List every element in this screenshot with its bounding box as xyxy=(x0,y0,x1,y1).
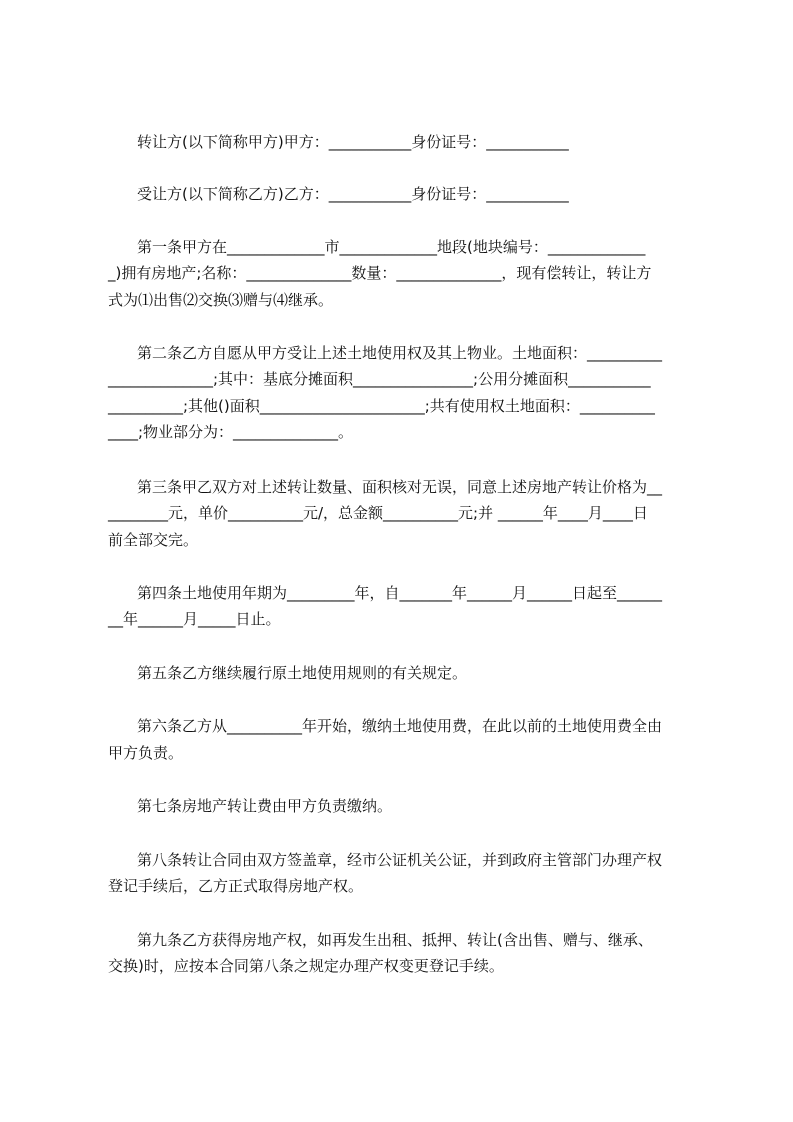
transferee-line: 受让方(以下简称乙方)乙方：___________身份证号：___________ xyxy=(137,185,569,203)
article-6-line-1: 第六条乙方从__________年开始，缴纳土地使用费，在此以前的土地使用费全由 xyxy=(137,717,663,735)
article-3-line-2: ________元，单价__________元/，总金额__________元;并 ______年____月____日 xyxy=(108,504,648,522)
article-3-line-3: 前全部交完。 xyxy=(108,531,199,549)
article-1-line-3: 式为⑴出售⑵交换⑶赠与⑷继承。 xyxy=(108,291,334,309)
article-2-line-4: ____;物业部分为：______________。 xyxy=(108,423,354,441)
article-1-line-2: _)拥有房地产;名称：______________数量：______________，现有偿转让，转让方 xyxy=(108,264,652,282)
article-1-line-1: 第一条甲方在_____________市_____________地段(地块编号：_____________ xyxy=(137,238,646,256)
article-9-line-2: 交换)时，应按本合同第八条之规定办理产权变更登记手续。 xyxy=(108,957,504,975)
article-3-line-1: 第三条甲乙双方对上述转让数量、面积核对无误，同意上述房地产转让价格为__ xyxy=(137,478,663,496)
article-7-line-1: 第七条房地产转让费由甲方负责缴纳。 xyxy=(137,797,393,815)
article-8-line-2: 登记手续后，乙方正式取得房地产权。 xyxy=(108,877,364,895)
article-2-line-1: 第二条乙方自愿从甲方受让上述土地使用权及其上物业。土地面积：__________ xyxy=(137,344,663,362)
article-4-line-2: __年______月_____日止。 xyxy=(108,610,281,628)
article-6-line-2: 甲方负责。 xyxy=(108,744,184,762)
article-9-line-1: 第九条乙方获得房地产权，如再发生出租、抵押、转让(含出售、赠与、继承、 xyxy=(137,931,653,949)
article-2-line-3: __________;其他()面积______________________;共有使用权土地面积：__________ xyxy=(108,397,655,415)
article-4-line-1: 第四条土地使用年期为_________年，自_______年______月______日起至______ xyxy=(137,584,663,602)
article-8-line-1: 第八条转让合同由双方签盖章，经市公证机关公证，并到政府主管部门办理产权 xyxy=(137,851,663,869)
transferor-line: 转让方(以下简称甲方)甲方：___________身份证号：___________ xyxy=(137,133,569,151)
article-5-line-1: 第五条乙方继续履行原土地使用规则的有关规定。 xyxy=(137,664,468,682)
article-2-line-2: ______________;其中：基底分摊面积________________;公用分摊面积___________ xyxy=(108,370,651,388)
